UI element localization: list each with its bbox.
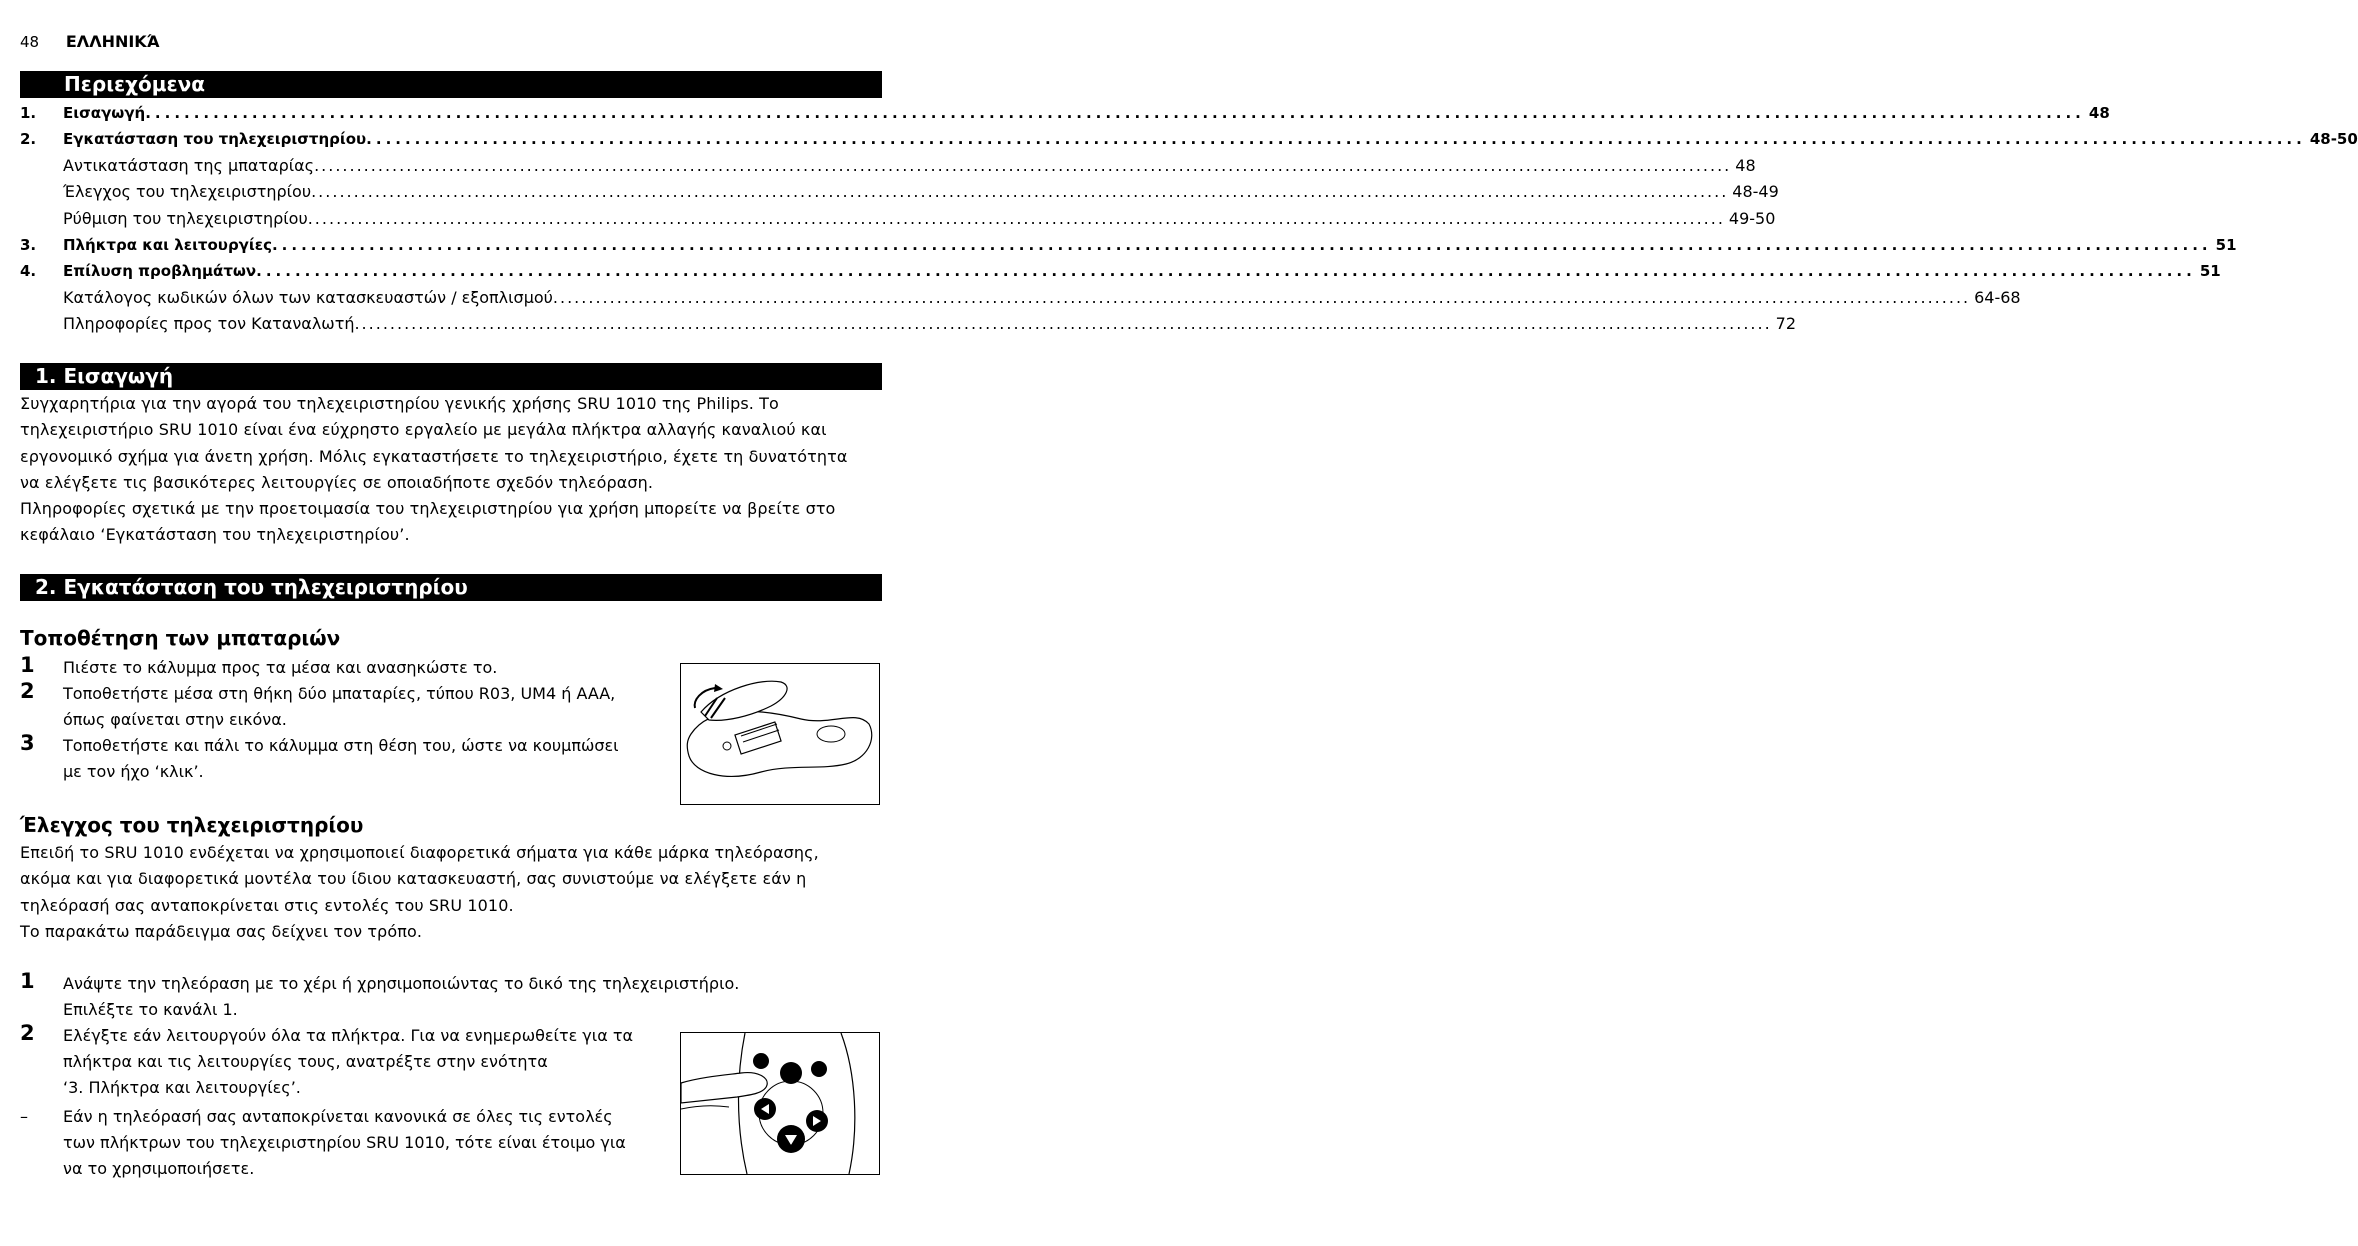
toc-item-page: 49-50 <box>1728 208 1776 228</box>
toc-item-leader: ........................................................................................................................................................................................................ <box>552 287 1971 307</box>
section1-paragraph1 <box>20 391 890 549</box>
toc-item <box>20 285 2021 311</box>
step-number: 2 <box>20 679 35 703</box>
toc-title-bar <box>20 71 882 98</box>
step-number: 1 <box>20 969 35 993</box>
toc-item-leader: ........................................................................................................................................................................................................ <box>311 182 1729 202</box>
toc-item-label: Πλήκτρα και λειτουργίες <box>63 236 272 254</box>
toc-item-page: 72 <box>1775 314 1797 334</box>
text-line: να ελέγξετε τις βασικότερες λειτουργίες σε οποιαδήποτε σχεδόν τηλεόραση. <box>20 472 654 492</box>
text-line: Συγχαρητήρια για την αγορά του τηλεχειριστηρίου γενικής χρήσης SRU 1010 της Philips. Το <box>20 394 779 413</box>
step-number: 3 <box>20 731 35 755</box>
toc-item-label: Κατάλογος κωδικών όλων των κατασκευαστών / εξοπλισμού <box>63 287 553 307</box>
step-text: Ελέγξτε εάν λειτουργούν όλα τα πλήκτρα. Για να ενημερωθείτε για τα <box>63 1026 633 1045</box>
step-text: των πλήκτρων του τηλεχειριστηρίου SRU 1010, τότε είναι έτοιμο για <box>63 1133 626 1152</box>
step-text: με τον ήχο ‘κλικ’. <box>63 762 204 781</box>
toc-item-number: 2. <box>20 130 37 149</box>
text-line: τηλεόρασή σας ανταποκρίνεται στις εντολές του SRU 1010. <box>20 895 514 915</box>
section2-title-bar <box>20 574 882 601</box>
step-text: πλήκτρα και τις λειτουργίες τους, ανατρέξτε στην ενότητα <box>63 1052 548 1071</box>
section2-title: 2. Εγκατάσταση του τηλεχειριστηρίου <box>35 575 468 599</box>
step-text: Τοποθετήστε μέσα στη θήκη δύο μπαταρίες, τύπου R03, UM4 ή AAA, <box>63 684 616 703</box>
check-heading: Έλεγχος του τηλεχειριστηρίου <box>20 813 364 837</box>
step-number: 1 <box>20 653 35 677</box>
toc-item-page: 48 <box>1735 155 1756 175</box>
language-label: ΕΛΛΗΝΙΚΆ <box>65 32 160 51</box>
toc-item <box>20 179 1779 205</box>
step-text: όπως φαίνεται στην εικόνα. <box>63 710 287 729</box>
toc-title: Περιεχόμενα <box>64 72 205 96</box>
toc-item-leader: ........................................................................................................................................................................................................ <box>145 104 2085 122</box>
text-line: Επειδή το SRU 1010 ενδέχεται να χρησιμοποιεί διαφορετικά σήματα για κάθε μάρκα τηλεόρασης, <box>20 843 819 862</box>
toc-item <box>20 232 2237 258</box>
step-text: Επιλέξτε το κανάλι 1. <box>63 1000 238 1019</box>
toc-item-leader: ........................................................................................................................................................................................................ <box>314 155 1732 175</box>
section1-title-bar <box>20 363 882 390</box>
toc-item-leader: ........................................................................................................................................................................................................ <box>271 236 2212 254</box>
step-number: 2 <box>20 1021 35 1045</box>
toc-item-page: 48-49 <box>1732 182 1779 202</box>
toc-item-number: 1. <box>20 104 37 122</box>
toc-item-label: Εισαγωγή <box>63 104 146 122</box>
battery-figure <box>680 663 880 805</box>
step-text: ‘3. Πλήκτρα και λειτουργίες’. <box>63 1078 301 1097</box>
toc-item <box>20 311 1797 337</box>
toc-item <box>20 206 1776 232</box>
step-text: Πιέστε το κάλυμμα προς τα μέσα και ανασηκώστε το. <box>63 658 498 677</box>
step-text: να το χρησιμοποιήσετε. <box>63 1159 255 1178</box>
toc-item-number: 3. <box>20 236 37 254</box>
toc-item-leader: ........................................................................................................................................................................................................ <box>354 314 1772 334</box>
batteries-heading: Τοποθέτηση των μπαταριών <box>20 626 341 650</box>
remote-buttons-figure <box>680 1032 880 1175</box>
toc-item <box>20 126 2358 152</box>
toc-item-page: 48 <box>2088 104 2110 122</box>
section1-title: 1. Εισαγωγή <box>35 364 174 388</box>
toc-item-label: Πληροφορίες προς τον Καταναλωτή <box>63 314 355 334</box>
step-dash: – <box>20 1107 28 1126</box>
text-line: Πληροφορίες σχετικά με την προετοιμασία του τηλεχειριστηρίου για χρήση μπορείτε να βρείτε στο <box>20 499 836 519</box>
toc-item-label: Επίλυση προβλημάτων <box>63 262 257 281</box>
page-number: 48 <box>20 33 40 51</box>
toc-item-leader: ........................................................................................................................................................................................................ <box>256 262 2196 281</box>
text-line: ακόμα και για διαφορετικά μοντέλα του ίδιου κατασκευαστή, σας συνιστούμε να ελέγξετε εάν η <box>20 869 807 889</box>
toc-item <box>20 153 1756 179</box>
step-text: Εάν η τηλεόρασή σας ανταποκρίνεται κανονικά σε όλες τις εντολές <box>63 1107 613 1126</box>
toc-item-label: Εγκατάσταση του τηλεχειριστηρίου <box>63 130 367 149</box>
toc-item-page: 51 <box>2215 236 2237 254</box>
remote-battery-illustration <box>681 664 879 804</box>
toc-item <box>20 100 2110 126</box>
step-text: Ανάψτε την τηλεόραση με το χέρι ή χρησιμοποιώντας το δικό της τηλεχειριστήριο. <box>63 974 740 993</box>
toc-item-label: Αντικατάσταση της μπαταρίας <box>63 155 315 175</box>
toc-item-leader: ........................................................................................................................................................................................................ <box>307 208 1725 228</box>
text-line: κεφάλαιο ‘Εγκατάσταση του τηλεχειριστηρίου’. <box>20 525 410 545</box>
toc-item-number: 4. <box>20 262 37 281</box>
toc-item-page: 64-68 <box>1974 287 2021 307</box>
toc-item-leader: ........................................................................................................................................................................................................ <box>366 130 2306 149</box>
check-intro <box>20 840 890 945</box>
text-line: τηλεχειριστήριο SRU 1010 είναι ένα εύχρηστο εργαλείο με μεγάλα πλήκτρα αλλαγής καναλιού και <box>20 420 827 440</box>
toc-item-label: Ρύθμιση του τηλεχειριστηρίου <box>63 208 308 228</box>
step-text: Τοποθετήστε και πάλι το κάλυμμα στη θέση του, ώστε να κουμπώσει <box>63 736 619 755</box>
text-line: εργονομικό σχήμα για άνετη χρήση. Μόλις εγκαταστήσετε το τηλεχειριστήριο, έχετε τη δυνατότητα <box>20 446 848 466</box>
text-line: Το παρακάτω παράδειγμα σας δείχνει τον τρόπο. <box>20 921 423 941</box>
toc-item <box>20 258 2221 284</box>
toc-item-label: Έλεγχος του τηλεχειριστηρίου <box>63 182 312 202</box>
remote-buttons-illustration <box>681 1033 879 1174</box>
toc-item-page: 51 <box>2199 262 2221 281</box>
page-header <box>20 32 159 51</box>
toc-item-page: 48-50 <box>2309 130 2358 149</box>
